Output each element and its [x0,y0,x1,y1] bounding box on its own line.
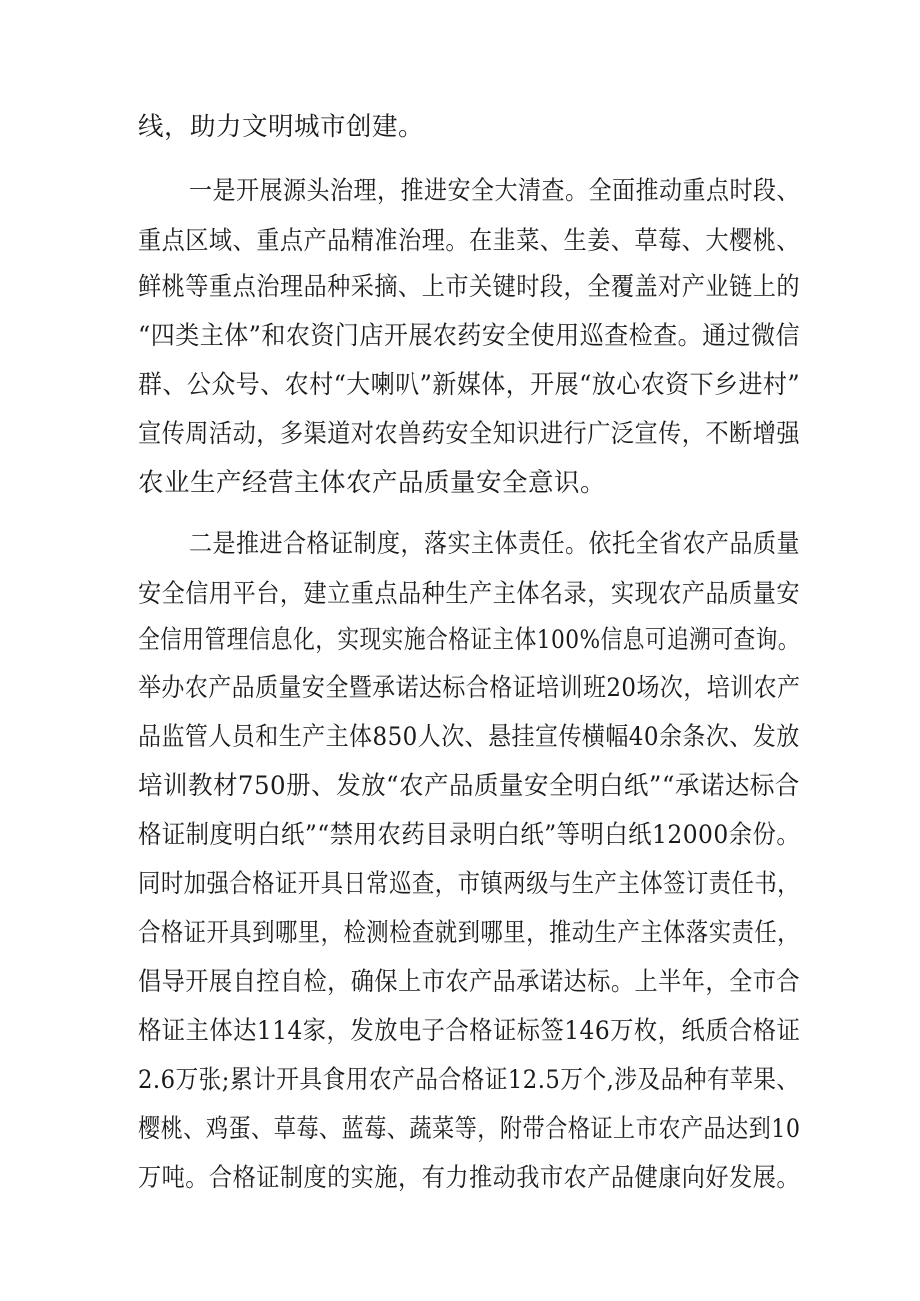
paragraph-2-line-2: 全信用管理信息化，实现实施合格证主体100%信息可追溯可查询。 [138,625,800,655]
paragraph-2-line-10: 格证主体达114家，发放电子合格证标签146万枚，纸质合格证 [138,1016,801,1046]
paragraph-2-line-6: 格证制度明白纸”“禁用农药目录明白纸”等明白纸12000余份。 [138,820,801,850]
paragraph-1-line-2: 鲜桃等重点治理品种采摘、上市关键时段，全覆盖对产业链上的 [138,272,800,302]
paragraph-2-line-7: 同时加强合格证开具日常巡查，市镇两级与生产主体签订责任书， [138,869,801,899]
paragraph-1-line-5: 宣传周活动，多渠道对农兽药安全知识进行广泛宣传，不断增强 [138,419,800,449]
paragraph-2-line-4: 品监管人员和生产主体850人次、悬挂宣传横幅40余条次、发放 [138,722,800,752]
paragraph-1-line-4: 群、公众号、农村“大喇叭”新媒体，开展“放心农资下乡进村” [138,370,801,400]
paragraph-1-line-6: 农业生产经营主体农产品质量安全意识。 [138,468,607,498]
paragraph-0-line-0: 线，助力文明城市创建。 [138,112,425,142]
paragraph-1-line-3: “四类主体”和农资门店开展农药安全使用巡查检查。通过微信 [138,321,801,351]
paragraph-2-line-13: 万吨。合格证制度的实施，有力推动我市农产品健康向好发展。 [138,1163,800,1193]
paragraph-2-line-8: 合格证开具到哪里，检测检查就到哪里，推动生产主体落实责任， [138,918,801,948]
paragraph-2-line-12: 樱桃、鸡蛋、草莓、蓝莓、蔬菜等，附带合格证上市农产品达到10 [138,1114,801,1144]
paragraph-2-line-11: 2.6万张;累计开具食用农产品合格证12.5万个,涉及品种有苹果、 [138,1065,800,1095]
paragraph-2-line-9: 倡导开展自控自检，确保上市农产品承诺达标。上半年，全市合 [138,967,800,997]
paragraph-1-line-1: 重点区域、重点产品精准治理。在韭菜、生姜、草莓、大樱桃、 [138,226,800,256]
paragraph-2-line-5: 培训教材750册、发放“农产品质量安全明白纸”“承诺达标合 [138,771,800,801]
paragraph-2-line-1: 安全信用平台，建立重点品种生产主体名录，实现农产品质量安 [138,579,800,609]
paragraph-2-line-3: 举办农产品质量安全暨承诺达标合格证培训班20场次，培训农产 [138,673,801,703]
paragraph-2-line-0: 二是推进合格证制度，落实主体责任。依托全省农产品质量 [189,529,800,559]
paragraph-1-line-0: 一是开展源头治理，推进安全大清查。全面推动重点时段、 [189,176,800,206]
